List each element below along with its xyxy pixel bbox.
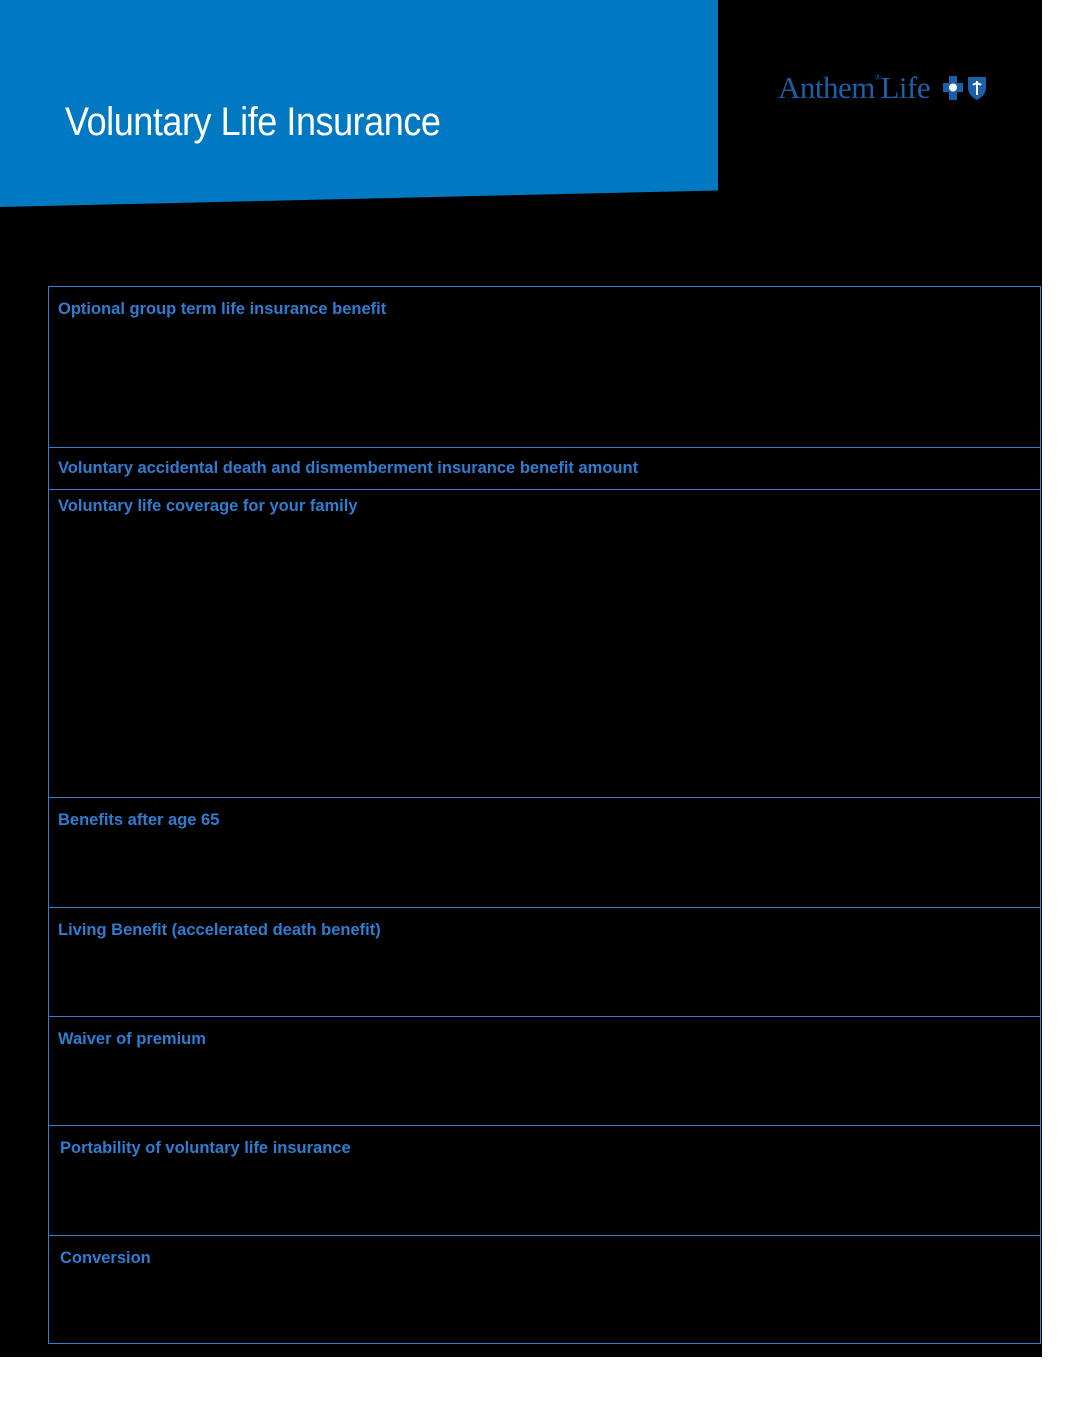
anthem-life-logo xyxy=(778,70,988,106)
section-heading: Living Benefit (accelerated death benefit) xyxy=(58,921,381,939)
section-heading: Voluntary accidental death and dismemberment insurance benefit amount xyxy=(58,459,639,477)
section-heading: Portability of voluntary life insurance xyxy=(60,1139,351,1157)
section-optional-term-life xyxy=(49,287,1040,448)
section-portability xyxy=(49,1126,1040,1236)
section-living-benefit xyxy=(49,908,1040,1017)
logo-text: Anthem®Life xyxy=(778,70,931,105)
benefits-table xyxy=(48,286,1041,1344)
page-title: Voluntary Life Insurance xyxy=(65,100,441,144)
section-voluntary-add xyxy=(49,448,1040,490)
section-heading: Benefits after age 65 xyxy=(58,811,220,829)
cross-icon xyxy=(942,75,964,101)
section-heading: Optional group term life insurance benefit xyxy=(58,300,387,318)
section-heading: Conversion xyxy=(60,1249,151,1267)
logo-icons xyxy=(942,75,988,101)
section-waiver-of-premium xyxy=(49,1017,1040,1126)
section-heading: Waiver of premium xyxy=(58,1030,206,1048)
section-heading: Voluntary life coverage for your family xyxy=(58,497,358,515)
shield-icon xyxy=(966,75,988,101)
section-conversion xyxy=(49,1236,1040,1345)
section-after-age-65 xyxy=(49,798,1040,908)
section-family-coverage xyxy=(49,490,1040,798)
